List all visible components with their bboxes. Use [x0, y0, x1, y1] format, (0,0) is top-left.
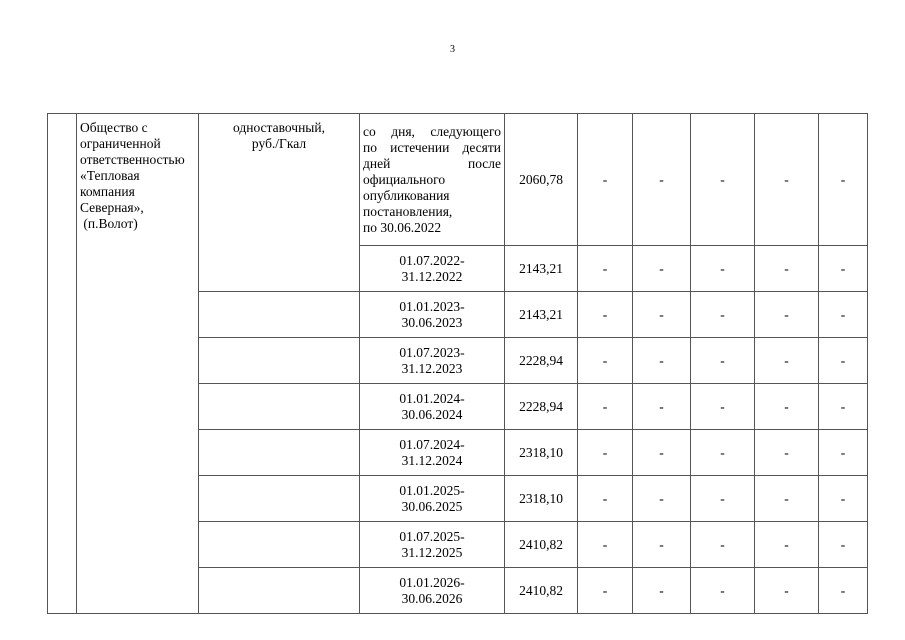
dash-cell: -: [691, 114, 755, 246]
dash-cell: -: [819, 292, 868, 338]
tariff-type-cell: [199, 430, 360, 476]
dash-cell: -: [755, 114, 819, 246]
tariff-type-cell: [199, 522, 360, 568]
tariff-type-cell: [199, 292, 360, 338]
dash-cell: -: [578, 384, 633, 430]
dash-cell: -: [755, 430, 819, 476]
dash-cell: -: [578, 430, 633, 476]
dash-cell: -: [691, 476, 755, 522]
period-line: 30.06.2026: [401, 590, 463, 606]
period-line: 31.12.2022: [401, 268, 463, 284]
tariff-table: [47, 113, 868, 614]
organization-line: (п.Волот): [80, 216, 138, 231]
tariff-type-cell: [199, 114, 360, 292]
dash-cell: -: [633, 384, 691, 430]
period-line: по истечении десяти: [363, 139, 501, 155]
dash-cell: -: [819, 522, 868, 568]
tariff-type-cell: [199, 338, 360, 384]
period-line: 30.06.2023: [401, 314, 463, 330]
organization-line: ограниченной: [80, 136, 161, 151]
dash-cell: -: [819, 384, 868, 430]
dash-cell: -: [633, 522, 691, 568]
period-line: 31.12.2023: [401, 360, 463, 376]
period-line: 30.06.2024: [401, 406, 463, 422]
period-line: 01.07.2024-: [399, 436, 465, 452]
period-line: официального: [363, 171, 446, 187]
dash-cell: -: [578, 338, 633, 384]
tariff-type-cell: [199, 568, 360, 614]
dash-cell: -: [633, 292, 691, 338]
period-line: 31.12.2024: [401, 452, 463, 468]
period-line: 01.07.2023-: [399, 344, 465, 360]
dash-cell: -: [578, 522, 633, 568]
period-cell: [360, 430, 505, 476]
organization-line: компания: [80, 184, 135, 199]
dash-cell: -: [691, 246, 755, 292]
dash-cell: -: [755, 338, 819, 384]
dash-cell: -: [633, 114, 691, 246]
dash-cell: -: [755, 384, 819, 430]
dash-cell: -: [819, 246, 868, 292]
period-line: со дня, следующего: [363, 123, 501, 139]
period-line: 01.01.2024-: [399, 390, 465, 406]
dash-cell: -: [819, 430, 868, 476]
period-cell: [360, 476, 505, 522]
dash-cell: -: [819, 338, 868, 384]
period-line: 30.06.2025: [401, 498, 463, 514]
period-line: опубликования: [363, 187, 450, 203]
page-number: 3: [450, 44, 455, 55]
dash-cell: -: [633, 430, 691, 476]
dash-cell: -: [633, 476, 691, 522]
dash-cell: -: [755, 568, 819, 614]
dash-cell: -: [578, 114, 633, 246]
organization-line: Северная»,: [80, 200, 144, 215]
period-line: 01.01.2025-: [399, 482, 465, 498]
organization-line: «Тепловая: [80, 168, 140, 183]
dash-cell: -: [691, 292, 755, 338]
period-cell: [360, 568, 505, 614]
tariff-value-cell: 2318,10: [505, 476, 578, 522]
number-column-cell: [48, 114, 77, 614]
period-line: 31.12.2025: [401, 544, 463, 560]
table-row: [48, 114, 868, 246]
tariff-value-cell: 2143,21: [505, 246, 578, 292]
dash-cell: -: [691, 338, 755, 384]
period-cell: [360, 114, 505, 246]
dash-cell: -: [755, 292, 819, 338]
dash-cell: -: [691, 568, 755, 614]
dash-cell: -: [578, 568, 633, 614]
tariff-type-cell: [199, 384, 360, 430]
period-line: по 30.06.2022: [363, 219, 442, 235]
dash-cell: -: [633, 246, 691, 292]
dash-cell: -: [633, 568, 691, 614]
tariff-value-cell: 2143,21: [505, 292, 578, 338]
tariff-type-cell: [199, 476, 360, 522]
tariff-type-line: руб./Гкал: [251, 136, 307, 151]
tariff-type-line: одноставочный,: [233, 120, 325, 135]
organization-line: ответственностью: [80, 152, 185, 167]
dash-cell: -: [755, 522, 819, 568]
dash-cell: -: [755, 246, 819, 292]
dash-cell: -: [578, 476, 633, 522]
dash-cell: -: [691, 384, 755, 430]
period-cell: [360, 292, 505, 338]
period-cell: [360, 384, 505, 430]
dash-cell: -: [633, 338, 691, 384]
organization-cell: [77, 114, 199, 614]
dash-cell: -: [691, 430, 755, 476]
tariff-value-cell: 2228,94: [505, 384, 578, 430]
dash-cell: -: [819, 114, 868, 246]
dash-cell: -: [578, 292, 633, 338]
tariff-value-cell: 2060,78: [505, 114, 578, 246]
dash-cell: -: [819, 476, 868, 522]
tariff-value-cell: 2228,94: [505, 338, 578, 384]
period-cell: [360, 246, 505, 292]
dash-cell: -: [578, 246, 633, 292]
tariff-value-cell: 2410,82: [505, 568, 578, 614]
tariff-value-cell: 2318,10: [505, 430, 578, 476]
period-line: дней после: [363, 155, 501, 171]
dash-cell: -: [755, 476, 819, 522]
period-line: 01.07.2022-: [399, 252, 465, 268]
tariff-value-cell: 2410,82: [505, 522, 578, 568]
period-line: постановления,: [363, 203, 453, 219]
dash-cell: -: [819, 568, 868, 614]
period-line: 01.01.2023-: [399, 298, 465, 314]
period-cell: [360, 522, 505, 568]
period-line: 01.01.2026-: [399, 574, 465, 590]
period-cell: [360, 338, 505, 384]
dash-cell: -: [691, 522, 755, 568]
organization-line: Общество с: [80, 120, 148, 135]
period-line: 01.07.2025-: [399, 528, 465, 544]
